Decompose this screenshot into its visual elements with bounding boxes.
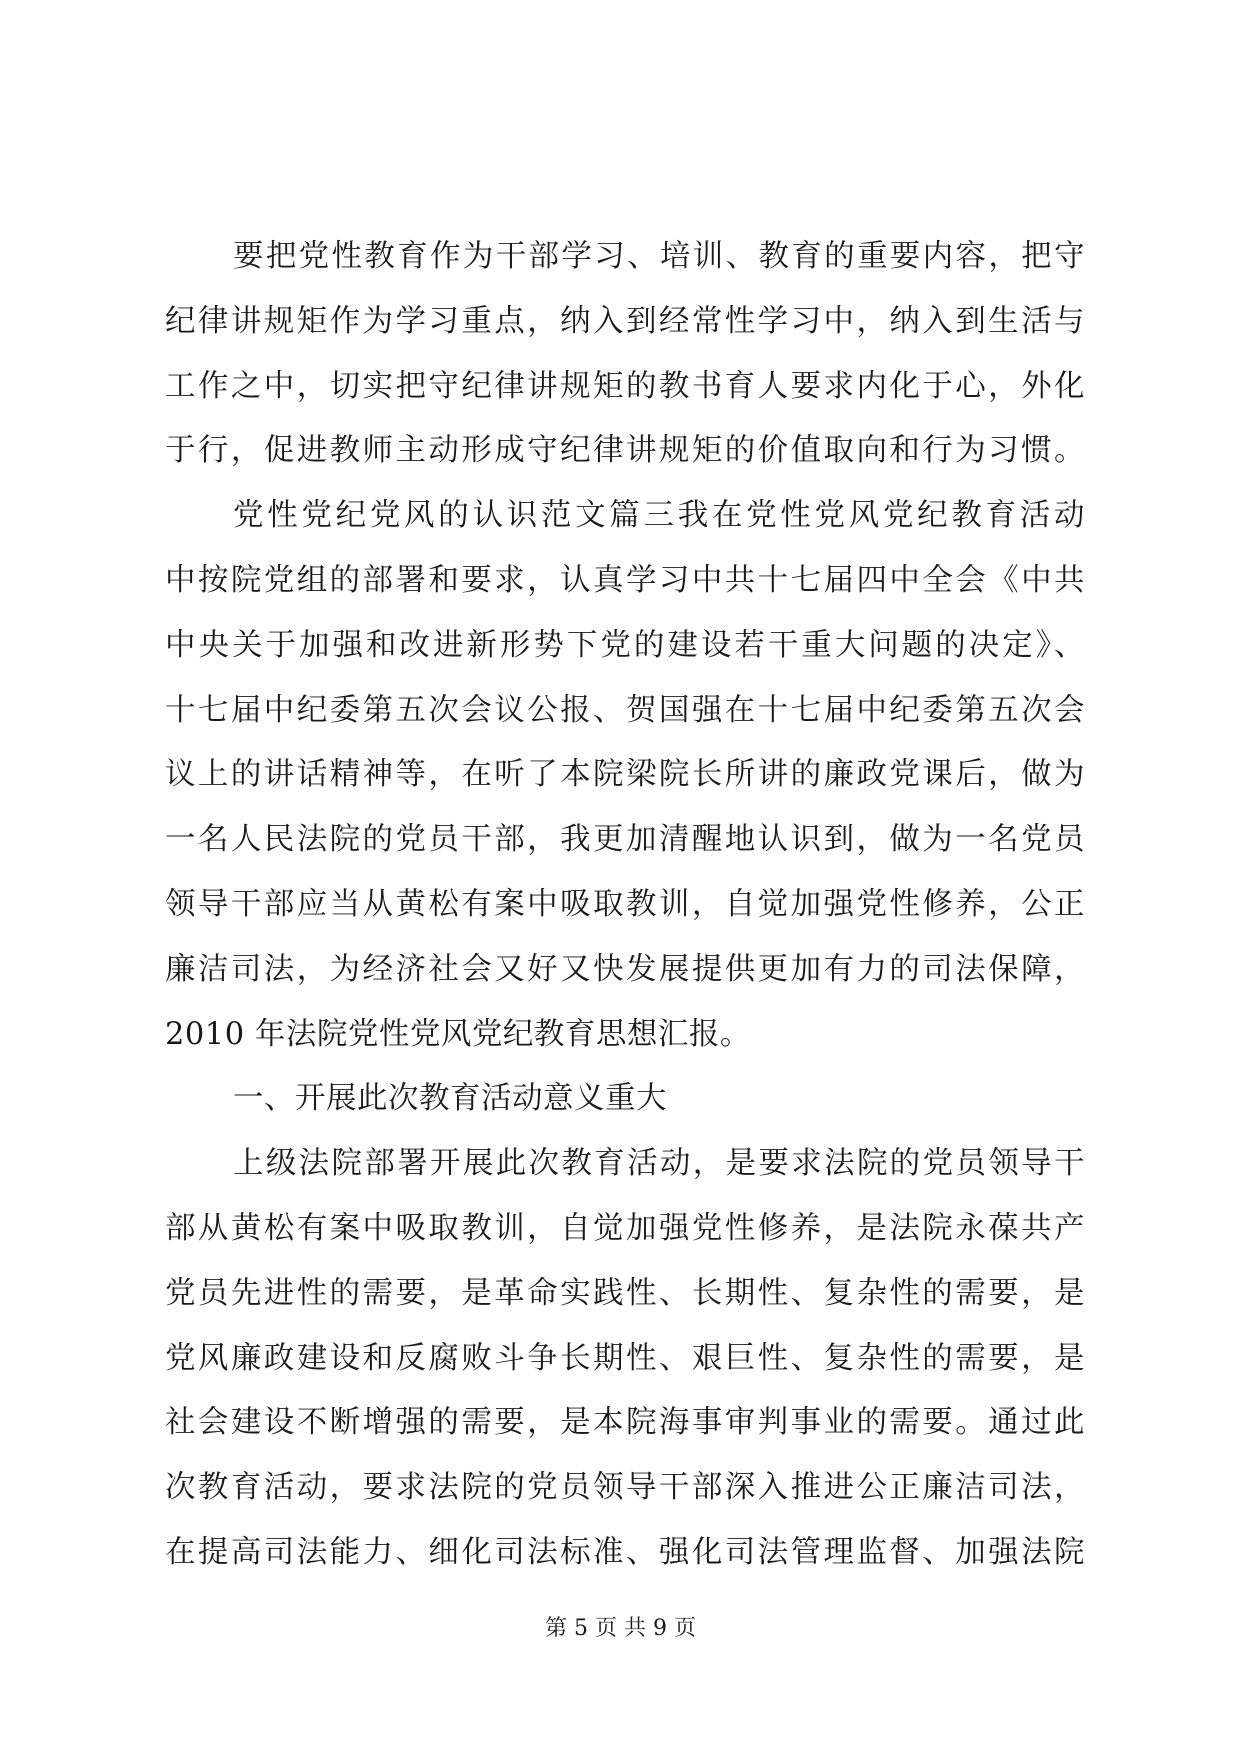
text-line: 在提高司法能力、细化司法标准、强化司法管理监督、加强法院 <box>165 1534 1085 1570</box>
text-line: 领导干部应当从黄松有案中吸取教训，自觉加强党性修养，公正 <box>165 886 1085 922</box>
text-line: 议上的讲话精神等，在听了本院梁院长所讲的廉政党课后，做为 <box>165 757 1085 793</box>
text-line: 2010 年法院党性党风党纪教育思想汇报。 <box>165 1016 751 1052</box>
text-line: 一名人民法院的党员干部，我更加清醒地认识到，做为一名党员 <box>165 822 1085 858</box>
text-line: 于行，促进教师主动形成守纪律讲规矩的价值取向和行为习惯。 <box>165 433 1085 469</box>
text-line: 中央关于加强和改进新形势下党的建设若干重大问题的决定》、 <box>165 627 1085 663</box>
text-line: 部从黄松有案中吸取教训，自觉加强党性修养，是法院永葆共产 <box>165 1210 1085 1246</box>
text-line: 工作之中，切实把守纪律讲规矩的教书育人要求内化于心，外化 <box>165 368 1085 404</box>
text-line: 十七届中纪委第五次会议公报、贺国强在十七届中纪委第五次会 <box>165 692 1085 728</box>
text-line: 纪律讲规矩作为学习重点，纳入到经常性学习中，纳入到生活与 <box>165 303 1085 339</box>
text-line: 党风廉政建设和反腐败斗争长期性、艰巨性、复杂性的需要，是 <box>165 1340 1085 1376</box>
section-heading: 一、开展此次教育活动意义重大 <box>233 1081 667 1117</box>
text-line: 社会建设不断增强的需要，是本院海事审判事业的需要。通过此 <box>165 1405 1085 1441</box>
text-line: 党员先进性的需要，是革命实践性、长期性、复杂性的需要，是 <box>165 1275 1085 1311</box>
text-line: 次教育活动，要求法院的党员领导干部深入推进公正廉洁司法， <box>165 1470 1085 1506</box>
text-line: 中按院党组的部署和要求，认真学习中共十七届四中全会《中共 <box>165 562 1085 598</box>
text-line: 廉洁司法，为经济社会又好又快发展提供更加有力的司法保障， <box>165 951 1085 987</box>
text-line: 上级法院部署开展此次教育活动，是要求法院的党员领导干 <box>233 1146 1085 1182</box>
text-line: 要把党性教育作为干部学习、培训、教育的重要内容，把守 <box>233 239 1085 274</box>
text-line: 党性党纪党风的认识范文篇三我在党性党风党纪教育活动 <box>233 498 1085 534</box>
document-body <box>165 225 1085 1586</box>
page-number-footer: 第 5 页 共 9 页 <box>545 1616 696 1641</box>
